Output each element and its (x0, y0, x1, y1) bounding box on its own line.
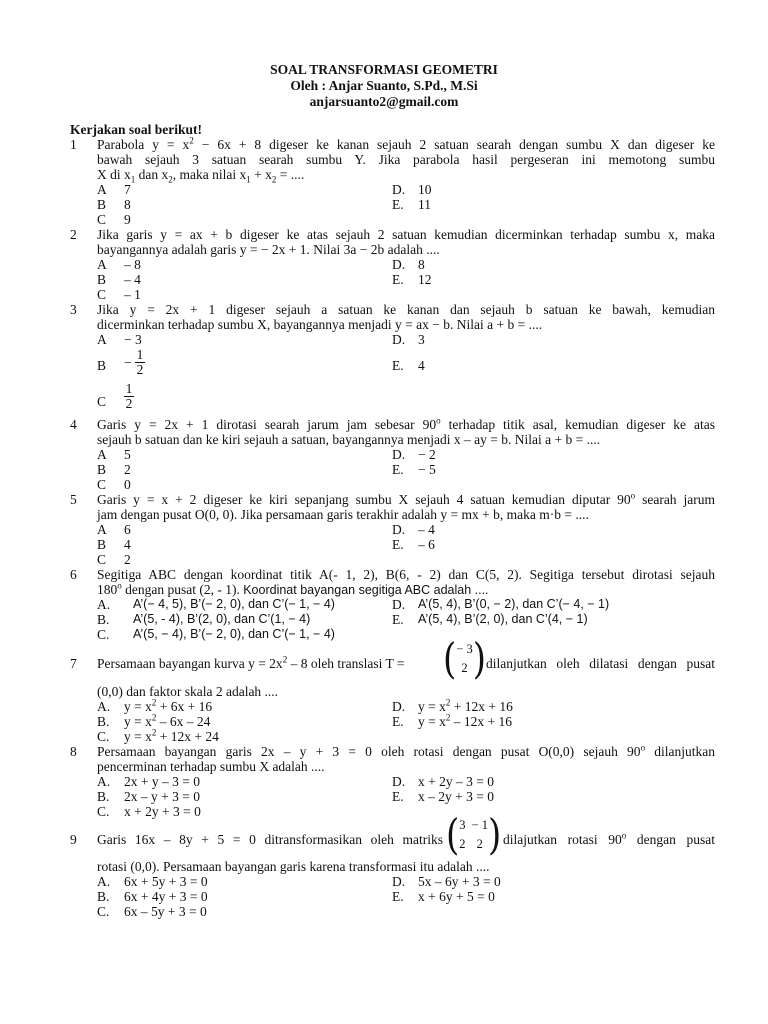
option-e-value: 11 (418, 197, 431, 212)
option-c-label: C. (97, 904, 110, 919)
option-d-value: $y = x^2 + 12x + 16$ (418, 697, 513, 714)
option-a-value: − 3 (124, 332, 142, 347)
option-c-label: C (97, 287, 107, 302)
question-number: 7 (70, 656, 77, 671)
option-d-label: D. (392, 332, 406, 347)
right-paren-icon: ) (487, 810, 502, 860)
option-e-value: x + 6y + 5 = 0 (418, 889, 495, 904)
option-d-value: − 2 (418, 447, 436, 462)
option-e-label: E. (392, 272, 404, 287)
question-text: bayangannya adalah garis y = − 2x + 1. Nilai 3a − 2b adalah .... (97, 242, 440, 257)
option-b-value: 6x + 4y + 3 = 0 (124, 889, 208, 904)
option-c-label: C. (97, 804, 110, 819)
option-b-label: B (97, 537, 107, 552)
option-a-label: A. (97, 774, 111, 789)
question-number: 8 (70, 744, 77, 759)
question-text: dilanjutkan oleh dilatasi dengan pusat (486, 656, 715, 671)
instruction-text: Kerjakan soal berikut! (70, 122, 203, 137)
option-b-label: B (97, 358, 107, 373)
option-a-label: A (97, 182, 107, 197)
document-email: anjarsuanto2@gmail.com (309, 94, 459, 109)
option-b-value: – 4 (124, 272, 141, 287)
option-e-value: A’(5, 4), B’(2, 0), dan C’(4, − 1) (418, 612, 588, 626)
option-d-label: D. (392, 699, 406, 714)
option-d-label: D. (392, 597, 406, 612)
option-b-value: $y = x^2 - 6x - 24$ (124, 712, 211, 729)
option-d-value: A’(5, 4), B’(0, − 2), dan C’(− 4, − 1) (418, 597, 610, 611)
option-a-value: 7 (124, 182, 131, 197)
option-a-value: $y = x^2 + 6x + 16$ (124, 697, 213, 714)
transformation-matrix: ( 3 − 1 2 2 ) (446, 810, 502, 860)
option-c-value: 0 (124, 477, 131, 492)
option-c-value: $y = x^2 + 12x + 24$ (124, 727, 219, 744)
option-d-value: 3 (418, 332, 425, 347)
option-a-label: A. (97, 597, 111, 612)
option-b-label: B (97, 197, 107, 212)
option-b-value: − $\frac{1}{2}$ (124, 347, 144, 377)
option-a-label: A (97, 257, 107, 272)
question-text: pencerminan terhadap sumbu X adalah .... (97, 759, 325, 774)
document-author: Oleh : Anjar Suanto, S.Pd., M.Si (290, 78, 478, 93)
option-e-label: E. (392, 462, 404, 477)
left-paren-icon: ( (443, 634, 457, 684)
document-header (0, 62, 768, 110)
question-text: Garis 16x – 8y + 5 = 0 ditransformasikan oleh matriks (97, 832, 443, 847)
option-d-value: 5x – 6y + 3 = 0 (418, 874, 501, 889)
option-b-label: B. (97, 612, 110, 627)
question-text: sejauh b satuan dan ke kiri sejauh a satuan, bayangannya menjadi x – ay = b. Nilai a + b = .... (97, 432, 601, 447)
question-text: 180$^o$ dengan pusat (2, - 1). Koordinat bayangan segitiga ABC adalah .... (97, 580, 489, 597)
option-d-label: D. (392, 257, 406, 272)
option-b-label: B. (97, 789, 110, 804)
option-a-label: A. (97, 699, 111, 714)
question-text: X di $x_1$ dan $x_2$, maka nilai $x_1 + x_2$ = .... (97, 167, 305, 185)
option-d-label: D. (392, 874, 406, 889)
option-d-value: – 4 (418, 522, 435, 537)
left-paren-icon: ( (446, 810, 460, 860)
option-c-value: 2 (124, 552, 131, 567)
question-text: Garis y = x + 2 digeser ke kiri sepanjang sumbu X sejauh 4 satuan kemudian diputar 90$^o$ searah jarum (97, 490, 715, 507)
option-b-value: 2 (124, 462, 131, 477)
option-e-label: E. (392, 358, 404, 373)
option-c-value: A’(5, − 4), B’(− 2, 0), dan C’(− 1, − 4) (133, 627, 335, 641)
option-a-value: 6x + 5y + 3 = 0 (124, 874, 208, 889)
option-d-value: x + 2y – 3 = 0 (418, 774, 494, 789)
option-e-label: E. (392, 537, 404, 552)
option-c-label: C. (97, 627, 110, 642)
option-c-label: C (97, 394, 107, 409)
right-paren-icon: ) (472, 634, 486, 684)
option-a-value: – 8 (124, 257, 141, 272)
document-title: SOAL TRANSFORMASI GEOMETRI (270, 62, 498, 77)
option-a-value: 6 (124, 522, 131, 537)
translation-vector: ( − 3 2 ) (443, 634, 486, 684)
question-text: Parabola $y = x^2 - 6x + 8$ digeser ke kanan sejauh 2 satuan searah dengan sumbu X dan digeser ke (97, 135, 716, 152)
option-a-label: A (97, 332, 107, 347)
question-text: (0,0) dan faktor skala 2 adalah .... (97, 684, 279, 699)
option-e-label: E. (392, 612, 404, 627)
option-b-label: B. (97, 889, 110, 904)
option-a-value: 5 (124, 447, 131, 462)
option-a-value: 2x + y – 3 = 0 (124, 774, 200, 789)
question-number: 4 (70, 417, 77, 432)
option-b-value: 4 (124, 537, 131, 552)
question-text: Jika y = 2x + 1 digeser sejauh a satuan ke kanan dan sejauh b satuan ke bawah, kemudian (97, 302, 715, 317)
option-e-value: – 6 (418, 537, 435, 552)
option-b-label: B (97, 272, 107, 287)
question-text: Garis y = 2x + 1 dirotasi searah jarum jam sebesar 90$^o$ terhadap titik asal, kemudian digeser ke atas (97, 415, 715, 432)
option-e-label: E. (392, 714, 404, 729)
option-c-label: C (97, 477, 107, 492)
option-b-value: A’(5, - 4), B’(2, 0), dan C’(1, − 4) (133, 612, 311, 626)
option-d-label: D. (392, 447, 406, 462)
option-c-label: C (97, 212, 107, 227)
option-d-label: D. (392, 182, 406, 197)
option-d-label: D. (392, 774, 406, 789)
option-e-label: E. (392, 889, 404, 904)
question-text: Persamaan bayangan kurva $y = 2x^2 - 8$ oleh translasi T = (97, 654, 405, 671)
option-c-label: C (97, 552, 107, 567)
option-a-value: A’(− 4, 5), B’(− 2, 0), dan C’(− 1, − 4) (133, 597, 335, 611)
option-e-value: 4 (418, 358, 425, 373)
question-number: 9 (70, 832, 77, 847)
option-b-label: B. (97, 714, 110, 729)
option-d-value: 10 (418, 182, 432, 197)
option-e-label: E. (392, 789, 404, 804)
option-c-value: x + 2y + 3 = 0 (124, 804, 201, 819)
question-number: 5 (70, 492, 77, 507)
option-d-value: 8 (418, 257, 425, 272)
question-text: dicerminkan terhadap sumbu X, bayangannya menjadi y = ax − b. Nilai a + b = .... (97, 317, 543, 332)
option-e-value: 12 (418, 272, 432, 287)
option-b-value: 2x – y + 3 = 0 (124, 789, 200, 804)
question-number: 2 (70, 227, 77, 242)
option-e-value: x – 2y + 3 = 0 (418, 789, 494, 804)
option-d-label: D. (392, 522, 406, 537)
question-number: 1 (70, 137, 77, 152)
question-number: 3 (70, 302, 77, 317)
option-c-value: 6x – 5y + 3 = 0 (124, 904, 207, 919)
question-number: 6 (70, 567, 77, 582)
option-c-value: 9 (124, 212, 131, 227)
option-a-label: A (97, 522, 107, 537)
option-a-label: A. (97, 874, 111, 889)
option-a-label: A (97, 447, 107, 462)
question-text: dilajutkan rotasi 90$^o$ dengan pusat (503, 830, 715, 847)
question-text: rotasi (0,0). Persamaan bayangan garis karena transformasi itu adalah .... (97, 859, 490, 874)
question-text: bawah sejauh 3 satuan searah sumbu Y. Jika parabola hasil pergeseran ini memotong sumbu (97, 152, 715, 167)
option-e-value: − 5 (418, 462, 436, 477)
option-e-label: E. (392, 197, 404, 212)
option-b-value: 8 (124, 197, 131, 212)
question-text: Jika garis y = ax + b digeser ke atas sejauh 2 satuan kemudian dicerminkan terhadap sumbu x, maka (97, 227, 715, 242)
question-text: jam dengan pusat O(0, 0). Jika persamaan garis terakhir adalah y = mx + b, maka m·b = .... (97, 507, 589, 522)
option-c-value: – 1 (124, 287, 141, 302)
question-text: Persamaan bayangan garis 2x – y + 3 = 0 oleh rotasi dengan pusat O(0,0) sejauh 90$^o$ dilanjutkan (97, 742, 715, 759)
option-c-label: C. (97, 729, 110, 744)
option-e-value: $y = x^2 - 12x + 16$ (418, 712, 512, 729)
question-text: Segitiga ABC dengan koordinat titik A(- 1, 2), B(6, - 2) dan C(5, 2). Segitiga tersebut dirotasi sejauh (97, 567, 715, 582)
option-b-label: B (97, 462, 107, 477)
option-c-value: $\frac{1}{2}$ (125, 381, 133, 411)
